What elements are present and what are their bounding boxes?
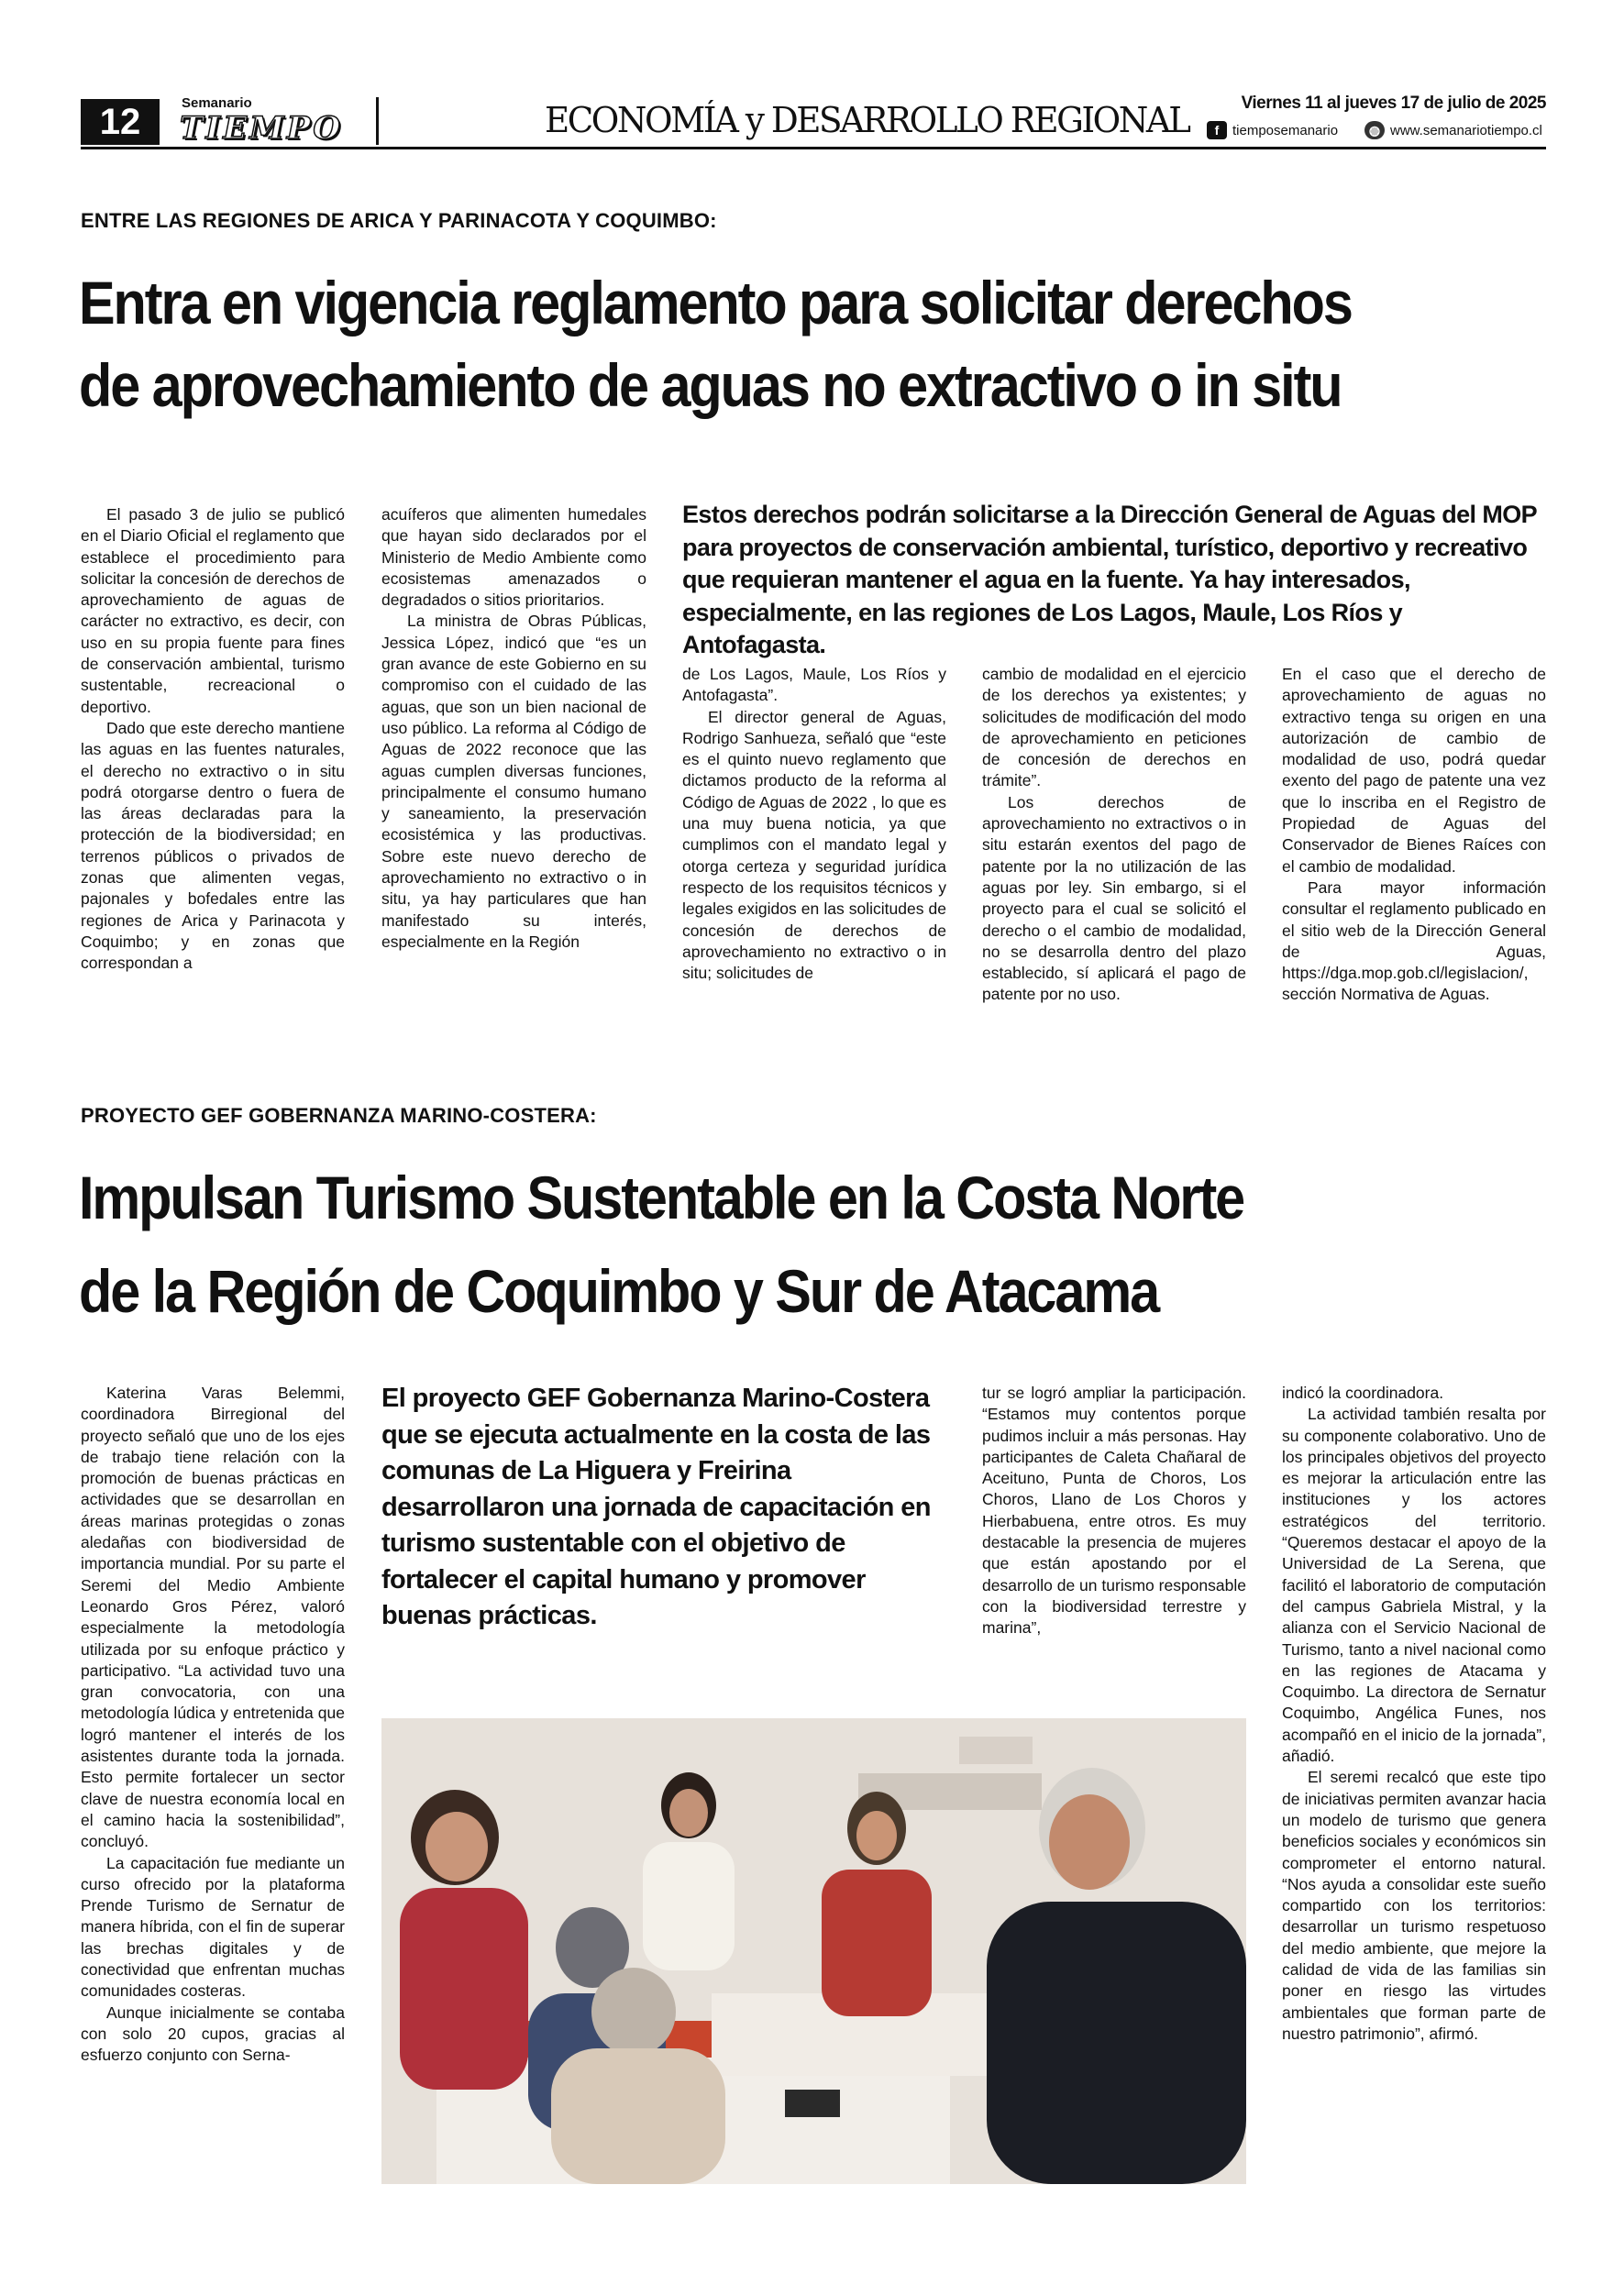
article1-kicker: ENTRE LAS REGIONES DE ARICA Y PARINACOTA Y COQUIMBO: [81,209,717,232]
paragraph: Katerina Varas Belemmi, coordinadora Birregional del proyecto señaló que uno de los ejes de trabajo tiene relación con la promoción de buenas prácticas en actividades que se desarrollan en áreas marinas protegidas o zonas aledañas con biodiversidad de importancia mundial. Por su parte el Seremi del Medio Ambiente Leonardo Gros Pérez, valoró especialmente la metodología utilizada por su enfoque práctico y participativo. “La actividad tuvo una gran convocatoria, con una metodología lúdica y entretenida que logró mantener el interés de los asistentes durante toda la jornada. Esto permite fortalecer un sector clave de nuestra economía local en el camino hacia la sostenibilidad”, concluyó. [81,1384,345,1851]
workshop-photo [381,1718,1246,2184]
paragraph: La actividad también resalta por su componente colaborativo. Uno de los principales objetivos del proyecto es mejorar la articulación entre las instituciones y los actores estratégicos del territorio. “Queremos destacar el apoyo de la Universidad de La Serena, que facilitó el laboratorio de computación del campus Gabriela Mistral, y la alianza con el Servicio Nacional de Turismo, tanto a nivel nacional como en las regiones de Atacama y Coquimbo. La directora de Sernatur Coquimbo, Angélica Funes, nos acompañó en el inicio de la jornada”, añadió. [1282,1405,1546,1766]
paragraph: indicó la coordinadora. [1282,1384,1444,1402]
workshop-photo-illustration [381,1718,1246,2184]
article1-headline-line2: de aprovechamiento de aguas no extractivo o in situ [79,351,1342,419]
article1-headline-line1: Entra en vigencia reglamento para solicitar derechos [79,269,1352,337]
article1-column-4 [982,664,1246,1006]
header-divider [376,97,379,145]
article1-column-5 [1282,664,1546,1006]
paragraph: Los derechos de aprovechamiento no extractivos o in situ estarán exentos del pago de patente por la no utilización de las aguas por ley. Sin embargo, si el proyecto para el cual se solicitó el derecho o el cambio de modalidad, no se desarrolla dentro del plazo establecido, sí aplicará el pago de patente por no uso. [982,792,1246,1004]
article2-column-3 [982,1383,1246,1639]
paragraph: Aunque inicialmente se contaba con solo 20 cupos, gracias al esfuerzo conjunto con Serna- [81,2003,345,2065]
paragraph: de Los Lagos, Maule, Los Ríos y Antofagasta”. [682,665,946,705]
facebook-icon: f [1207,121,1227,139]
page-number: 12 [81,99,160,145]
paragraph: cambio de modalidad en el ejercicio de los derechos ya existentes; y solicitudes de modificación del modo de aprovechamiento en peticiones de concesión de derechos en trámite”. [982,665,1246,790]
social-link[interactable] [1207,121,1338,139]
paragraph: La capacitación fue mediante un curso ofrecido por la plataforma Prende Turismo de Sernatur de manera híbrida, con el fin de superar las brechas digitales y de conectividad que enfrentan muchas comunidades costeras. [81,1853,345,2001]
brand-tagline: Semanario [182,95,252,111]
globe-icon: ◍ [1364,121,1385,139]
article2-lead: El proyecto GEF Gobernanza Marino-Costera que se ejecuta actualmente en la costa de las comunas de La Higuera y Freirina desarrollaron una jornada de capacitación en turismo sustentable con el objetivo de fortalecer el capital humano y promover buenas prácticas. [381,1384,931,1630]
issue-date: Viernes 11 al jueves 17 de julio de 2025 [1241,94,1546,113]
article2-headline-line1: Impulsan Turismo Sustentable en la Costa Norte [79,1164,1244,1231]
paragraph: El director general de Aguas, Rodrigo Sanhueza, señaló que “este es el quinto nuevo reglamento que dictamos producto de la reforma al Código de Aguas de 2022 , lo que es una muy buena noticia, ya que cumplimos con el mandato legal y otorga certeza y seguridad jurídica respecto de los requisitos técnicos y legales exigidos en las solicitudes de concesión de derechos de aprovechamiento no extractivo o in situ; solicitudes de [682,707,946,983]
header-rule [81,147,1546,149]
article2-column-4 [1282,1383,1546,2045]
paragraph: tur se logró ampliar la participación. “Estamos muy contentos porque pudimos incluir a más personas. Hay participantes de Caleta Chañaral de Aceituno, Punta de Choros, Los Choros, Llano de Los Choros y Hierbabuena, entre otros. Es muy destacable la presencia de mujeres que están apostando por el desarrollo de un turismo responsable con la biodiversidad terrestre y marina”, [982,1384,1246,1638]
section-title: ECONOMÍA y DESARROLLO REGIONAL [545,100,1189,140]
website-url: www.semanariotiempo.cl [1390,122,1542,138]
paragraph: Dado que este derecho mantiene las aguas en las fuentes naturales, el derecho no extractivo o in situ podrá otorgarse dentro o fuera de las áreas declaradas para la protección de la biodiversidad; en terrenos públicos o privados de zonas que alimenten vegas, pajonales y bofedales entre las regiones de Arica y Parinacota y Coquimbo; y en zonas que correspondan a [81,718,345,973]
paragraph: El pasado 3 de julio se publicó en el Diario Oficial el reglamento que establece el procedimiento para solicitar la concesión de derechos de aprovechamiento de aguas de carácter no extractivo, es decir, con uso en su propia fuente para fines de conservación ambiental, turismo sustentable, recreacional o deportivo. [81,505,345,716]
article1-lead: Estos derechos podrán solicitarse a la Dirección General de Aguas del MOP para proyectos de conservación ambiental, turístico, deportivo y recreativo que requieran mantener el agua en la fuente. Ya hay interesados, especialmente, en las regiones de Los Lagos, Maule, Los Ríos y Antofagasta. [682,501,1537,658]
paragraph: En el caso que el derecho de aprovechamiento de aguas no extractivo tenga su origen en una autorización de cambio de modalidad de uso, podrá quedar exento del pago de patente una vez que lo inscriba en el Registro de Propiedad de Aguas del Conservador de Bienes Raíces con el cambio de modalidad. [1282,665,1546,876]
article1-column-3 [682,664,946,984]
paragraph: El seremi recalcó que este tipo de iniciativas permiten avanzar hacia un modelo de turismo que genera beneficios sociales y económicos sin comprometer el entorno natural. “Nos ayuda a consolidar este sueño compartido con los territorios: desarrollar un turismo respetuoso del medio ambiente, que mejore la calidad de vida de las familias sin poner en riesgo las virtudes ambientales que forman parte de nuestro patrimonio”, afirmó. [1282,1768,1546,2043]
brand-logo: TIEMPO [180,110,343,147]
paragraph: acuíferos que alimenten humedales que hayan sido declarados por el Ministerio de Medio Ambiente como ecosistemas amenazados o degradados o sitios prioritarios. [381,505,646,610]
article2-column-1 [81,1383,345,2067]
article1-column-1 [81,504,345,975]
article2-kicker: PROYECTO GEF GOBERNANZA MARINO-COSTERA: [81,1104,597,1127]
paragraph: La ministra de Obras Públicas, Jessica López, indicó que “es un gran avance de este Gobierno en su compromiso con el cuidado de las aguas, que son un bien nacional de uso público. La reforma al Código de Aguas de 2022 reconoce que las aguas cumplen diversas funciones, principalmente el consumo humano y saneamiento, la preservación ecosistémica y las productivas. Sobre este nuevo derecho de aprovechamiento no extractivo o in situ, ya hay particulares que han manifestado su interés, especialmente en la Región [381,612,646,951]
paragraph: Para mayor información consultar el reglamento publicado en el sitio web de la Dirección General de Aguas, https://dga.mop.gob.cl/legislacion/, sección Normativa de Aguas. [1282,877,1546,1004]
article1-column-2 [381,504,646,953]
social-handle: tiemposemanario [1232,122,1339,138]
article2-headline-line2: de la Región de Coquimbo y Sur de Atacama [79,1257,1159,1325]
website-link[interactable] [1364,121,1542,139]
